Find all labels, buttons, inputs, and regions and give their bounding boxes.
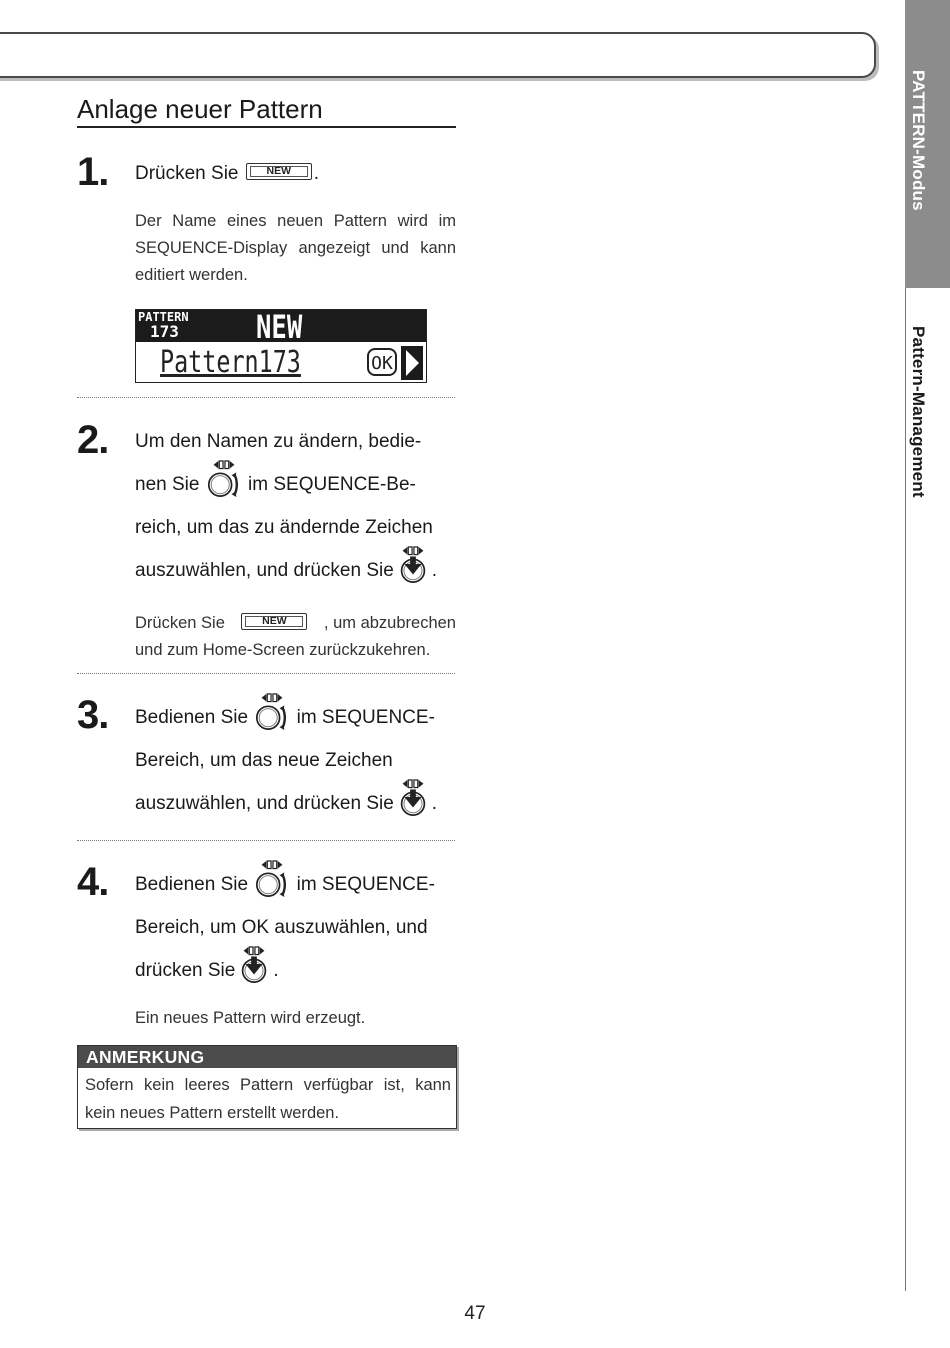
step-3-instruction [135,696,465,825]
sequence-dial-icon [253,860,291,898]
step-text: nen Sie [135,474,200,495]
sequence-dial-press-icon [394,546,432,584]
sidebar-tab-pattern-management: Pattern-Management [909,326,928,498]
step-text: Um den Namen zu ändern, bedie- [135,431,422,452]
step-text: im SEQUENCE- [296,874,435,895]
step-text: im SEQUENCE- [296,707,435,728]
step-text: auszuwählen, und drücken Sie [135,560,394,581]
note-text: Drücken Sie [135,614,225,632]
note-line: Sofern kein leeres Pattern verfügbar ist, kann [85,1076,451,1094]
step-line [135,463,465,506]
step-number: 3. [77,693,109,737]
step-text: drücken Sie [135,960,236,981]
step-text: . [431,793,438,814]
note-body [85,1071,451,1127]
sidebar-tab-pattern-mode: PATTERN-Modus [909,70,928,211]
step-divider [77,840,455,841]
step-text: im SEQUENCE-Be- [248,474,416,495]
display-label-number: 173 [150,322,179,341]
step-text: Bedienen Sie [135,874,249,895]
step-text: Drücken Sie [135,163,239,184]
step-line [135,863,465,906]
step-4-note: Ein neues Pattern wird erzeugt. [135,1009,366,1027]
note-line: SEQUENCE-Display angezeigt und kann [135,239,456,257]
note-heading: ANMERKUNG [78,1046,456,1068]
new-button-icon: NEW [246,163,312,180]
sequence-display [135,309,427,383]
note-line: kein neues Pattern erstellt werden. [85,1104,340,1122]
new-button-icon: NEW [241,613,307,630]
step-4-instruction [135,863,465,992]
display-ok-icon: OK [367,348,397,376]
step-line [135,782,465,825]
header-bar [0,32,876,78]
step-text: reich, um das zu ändernde Zeichen [135,517,433,538]
sequence-dial-press-icon [394,779,432,817]
step-text: . [273,960,279,981]
note-line [135,610,456,637]
sequence-dial-icon [253,693,291,731]
step-number: 1. [77,150,109,194]
sidebar-divider [905,288,906,1291]
sequence-dial-press-icon [235,946,273,984]
step-1-note [135,208,456,289]
section-title: Anlage neuer Pattern [77,94,323,124]
note-line: und zum Home-Screen zurückzukehren. [135,641,431,659]
step-text: . [431,560,438,581]
note-line: Der Name eines neuen Pattern wird im [135,212,456,230]
step-2-note [135,610,456,664]
step-number: 2. [77,418,109,462]
step-line [135,696,465,739]
step-2-instruction [135,420,465,592]
display-status-new: NEW [256,308,303,346]
step-text: . [313,163,320,184]
page-number: 47 [464,1303,486,1324]
step-divider [77,397,455,398]
display-pattern-name-text: Pattern173 [160,345,301,380]
note-line: editiert werden. [135,266,248,284]
step-text: Bereich, um OK auszuwählen, und [135,917,428,938]
step-divider [77,673,455,674]
step-line [135,549,465,592]
display-pattern-name [160,346,301,380]
step-number: 4. [77,860,109,904]
title-underline [77,126,456,128]
note-text: , um abzubrechen [323,614,456,632]
display-label-pattern: PATTERN [138,310,189,324]
step-line [135,949,465,992]
step-text: auszuwählen, und drücken Sie [135,793,394,814]
sequence-dial-icon [205,460,243,498]
step-text: Bedienen Sie [135,707,249,728]
step-text: Bereich, um das neue Zeichen [135,750,393,771]
step-1-instruction [135,152,319,195]
note-box [77,1045,457,1129]
display-arrow-icon [401,346,423,380]
